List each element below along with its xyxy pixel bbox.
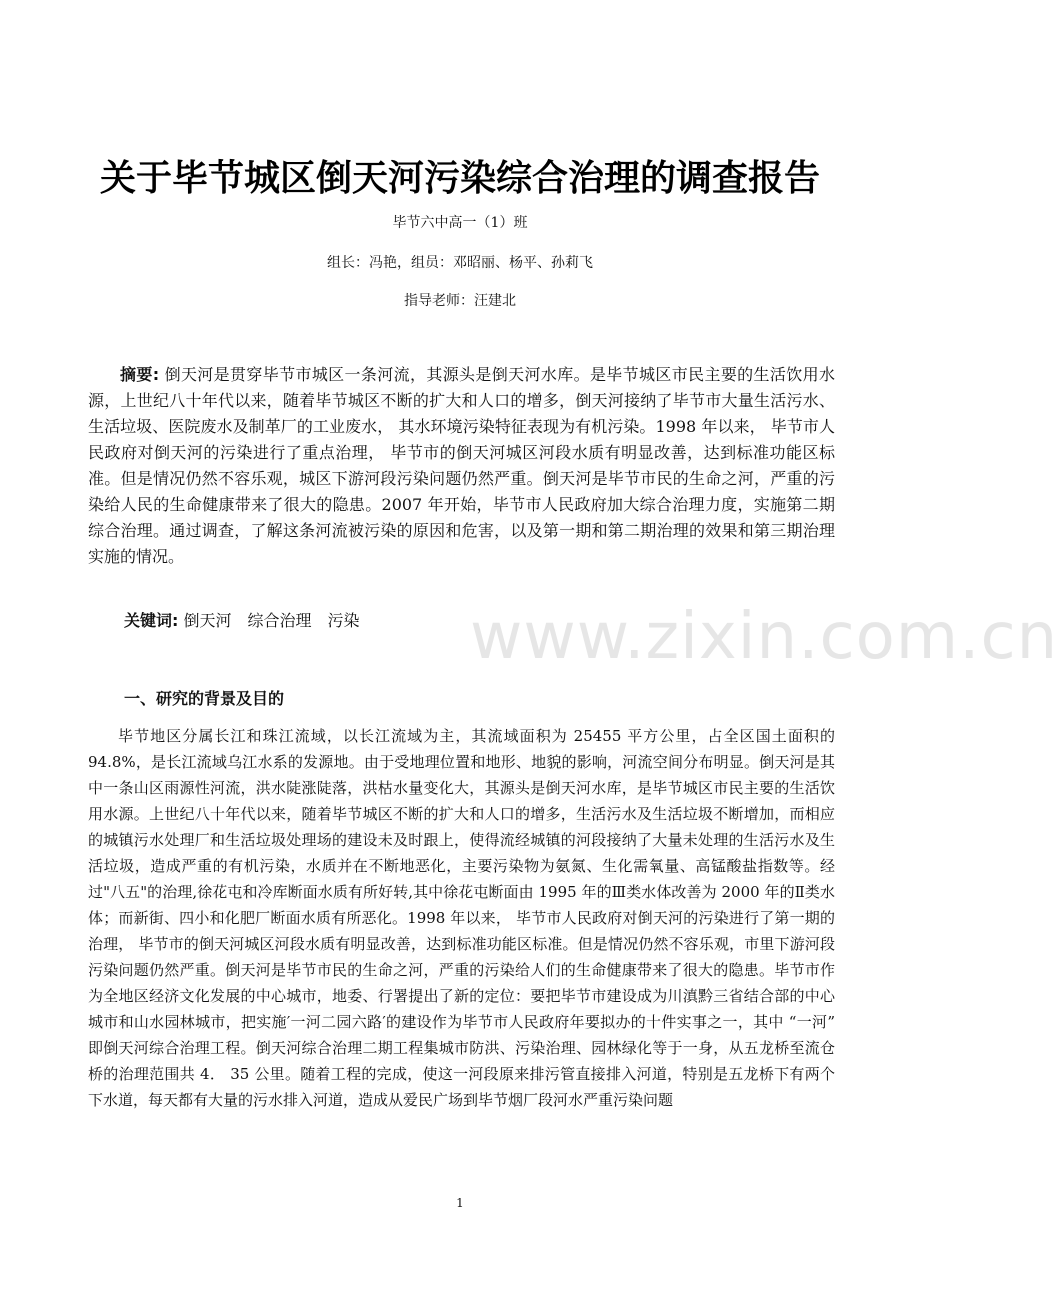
page-number: 1 xyxy=(456,1196,464,1210)
advisor: 指导老师：汪建北 xyxy=(404,293,516,309)
abstract-text: 倒天河是贯穿毕节市城区一条河流，其源头是倒天河水库。是毕节城区市民主要的生活饮用水源，上世纪八十年代以来，随着毕节城区不断的扩大和人口的增多，倒天河接纳了毕节市大量生活污水、生活垃圾、医院废水及制革厂的工业废水， 其水环境污染特征表现为有机污染。1998 年以来， 毕节市人民政府对倒天河的污染进行了重点治理， 毕节市的倒天河城区河段水质有明显改善，达到标准功能区标准。但是情况仍然不容乐观，城区下游河段污染问题仍然严重。倒天河是毕节市民的生命之河，严重的污染给人民的生命健康带来了很大的隐患。2007 年开始，毕节市人民政府加大综合治理力度，实施第二期综合治理。通过调查，了解这条河流被污染的原因和危害，以及第一期和第二期治理的效果和第三期治理实施的情况。 xyxy=(88,365,835,566)
section-heading: 一、研究的背景及目的 xyxy=(124,689,285,708)
section-paragraph: 毕节地区分属长江和珠江流域，以长江流域为主，其流域面积为 25455 平方公里，占全区国土面积的 94.8%，是长江流域乌江水系的发源地。由于受地理位置和地形、地貌的影响，河流空间分布明显。倒天河是其中一条山区雨源性河流，洪水陡涨陡落，洪枯水量变化大，其源头是倒天河水库，是毕节城区市民主要的生活饮用水源。上世纪八十年代以来，随着毕节城区不断的扩大和人口的增多，生活污水及生活垃圾不断增加，而相应的城镇污水处理厂和生活垃圾处理场的建设未及时跟上，使得流经城镇的河段接纳了大量未处理的生活污水及生活垃圾，造成严重的有机污染，水质并在不断地恶化，主要污染物为氨氮、生化需氧量、高锰酸盐指数等。经过"八五"的治理,徐花屯和冷库断面水质有所好转,其中徐花屯断面由 1995 年的Ⅲ类水体改善为 2000 年的Ⅱ类水体；而新街、四小和化肥厂断面水质有所恶化。1998 年以来， 毕节市人民政府对倒天河的污染进行了第一期的治理， 毕节市的倒天河城区河段水质有明显改善，达到标准功能区标准。但是情况仍然不容乐观，市里下游河段污染问题仍然严重。倒天河是毕节市民的生命之河，严重的污染给人们的生命健康带来了很大的隐患。毕节市作为全地区经济文化发展的中心城市，地委、行署提出了新的定位：要把毕节市建设成为川滇黔三省结合部的中心城市和山水园林城市，把实施′一河二园六路′的建设作为毕节市人民政府年要拟办的十件实事之一，其中 “一河” 即倒天河综合治理工程。倒天河综合治理二期工程集城市防洪、污染治理、园林绿化等于一身，从五龙桥至流仓桥的治理范围共 4． 35 公里。随着工程的完成，使这一河段原来排污管直接排入河道，特别是五龙桥下有两个下水道，每天都有大量的污水排入河道，造成从爱民广场到毕节烟厂段河水严重污染问题 xyxy=(88,727,835,1109)
document-title: 关于毕节城区倒天河污染综合治理的调查报告 xyxy=(99,158,820,199)
keywords-text: 倒天河 综合治理 污染 xyxy=(183,611,360,630)
abstract xyxy=(88,362,835,570)
watermark: www.zixin.com.cn xyxy=(470,600,1058,674)
abstract-label: 摘要: xyxy=(120,365,160,384)
keywords-label: 关键词: xyxy=(124,611,179,630)
school-class: 毕节六中高一（1）班 xyxy=(392,215,528,231)
group-members: 组长：冯艳，组员：邓昭丽、杨平、孙莉飞 xyxy=(327,255,593,271)
keywords xyxy=(124,608,360,634)
